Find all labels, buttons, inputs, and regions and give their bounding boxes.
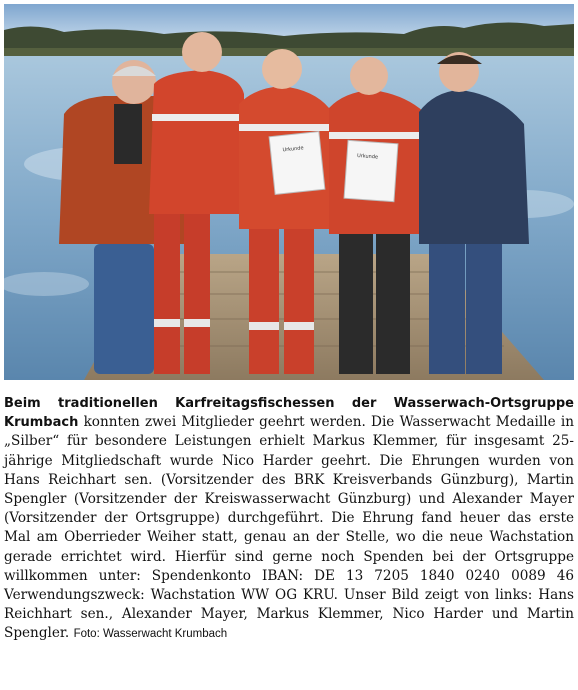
certificate-1-heading: Urkunde [282,145,304,154]
person-nico-harder [329,57,424,374]
news-photo [4,4,574,380]
caption-lead: Beim traditionellen Karfreitagsfischessen der Wasserwach-Ortsgruppe Krumbach [4,396,574,431]
certificate-2-heading: Urkunde [356,152,379,161]
caption-body: konnten zwei Mitglieder geehrt werden. Die Wasserwacht Medaille in „Silber“ für besondere Leistungen erhielt Markus Klemmer, für insgesamt 25-jährige Mitgliedschaft wurde Nico Harder geehrt. Die Ehrungen wurden von Hans Reichhart sen. (Vorsitzender des BRK Kreisverbands Günzburg), Martin Spengler (Vorsitzender der Kreiswasserwacht Günzburg) und Alexander Mayer (Vorsitzender der Ortsgruppe) durchgeführt. Die Ehrung fand heuer das erste Mal am Oberrieder Weiher statt, genau an der Stelle, wo die neue Wachstation gerade errichtet wird. Hierfür sind gerne noch Spenden bei der Ortsgruppe willkommen unter: Spendenkonto IBAN: DE 13 7205 1840 0240 0089 46 Verwendungszweck: Wachstation WW OG KRU. Unser Bild zeigt von links: Hans Reichhart sen., Alexander Mayer, Markus Klemmer, Nico Harder und Martin Spengler. [4,414,574,642]
photo-caption [4,394,574,645]
photo-credit: Foto: Wasserwacht Krumbach [73,628,228,641]
